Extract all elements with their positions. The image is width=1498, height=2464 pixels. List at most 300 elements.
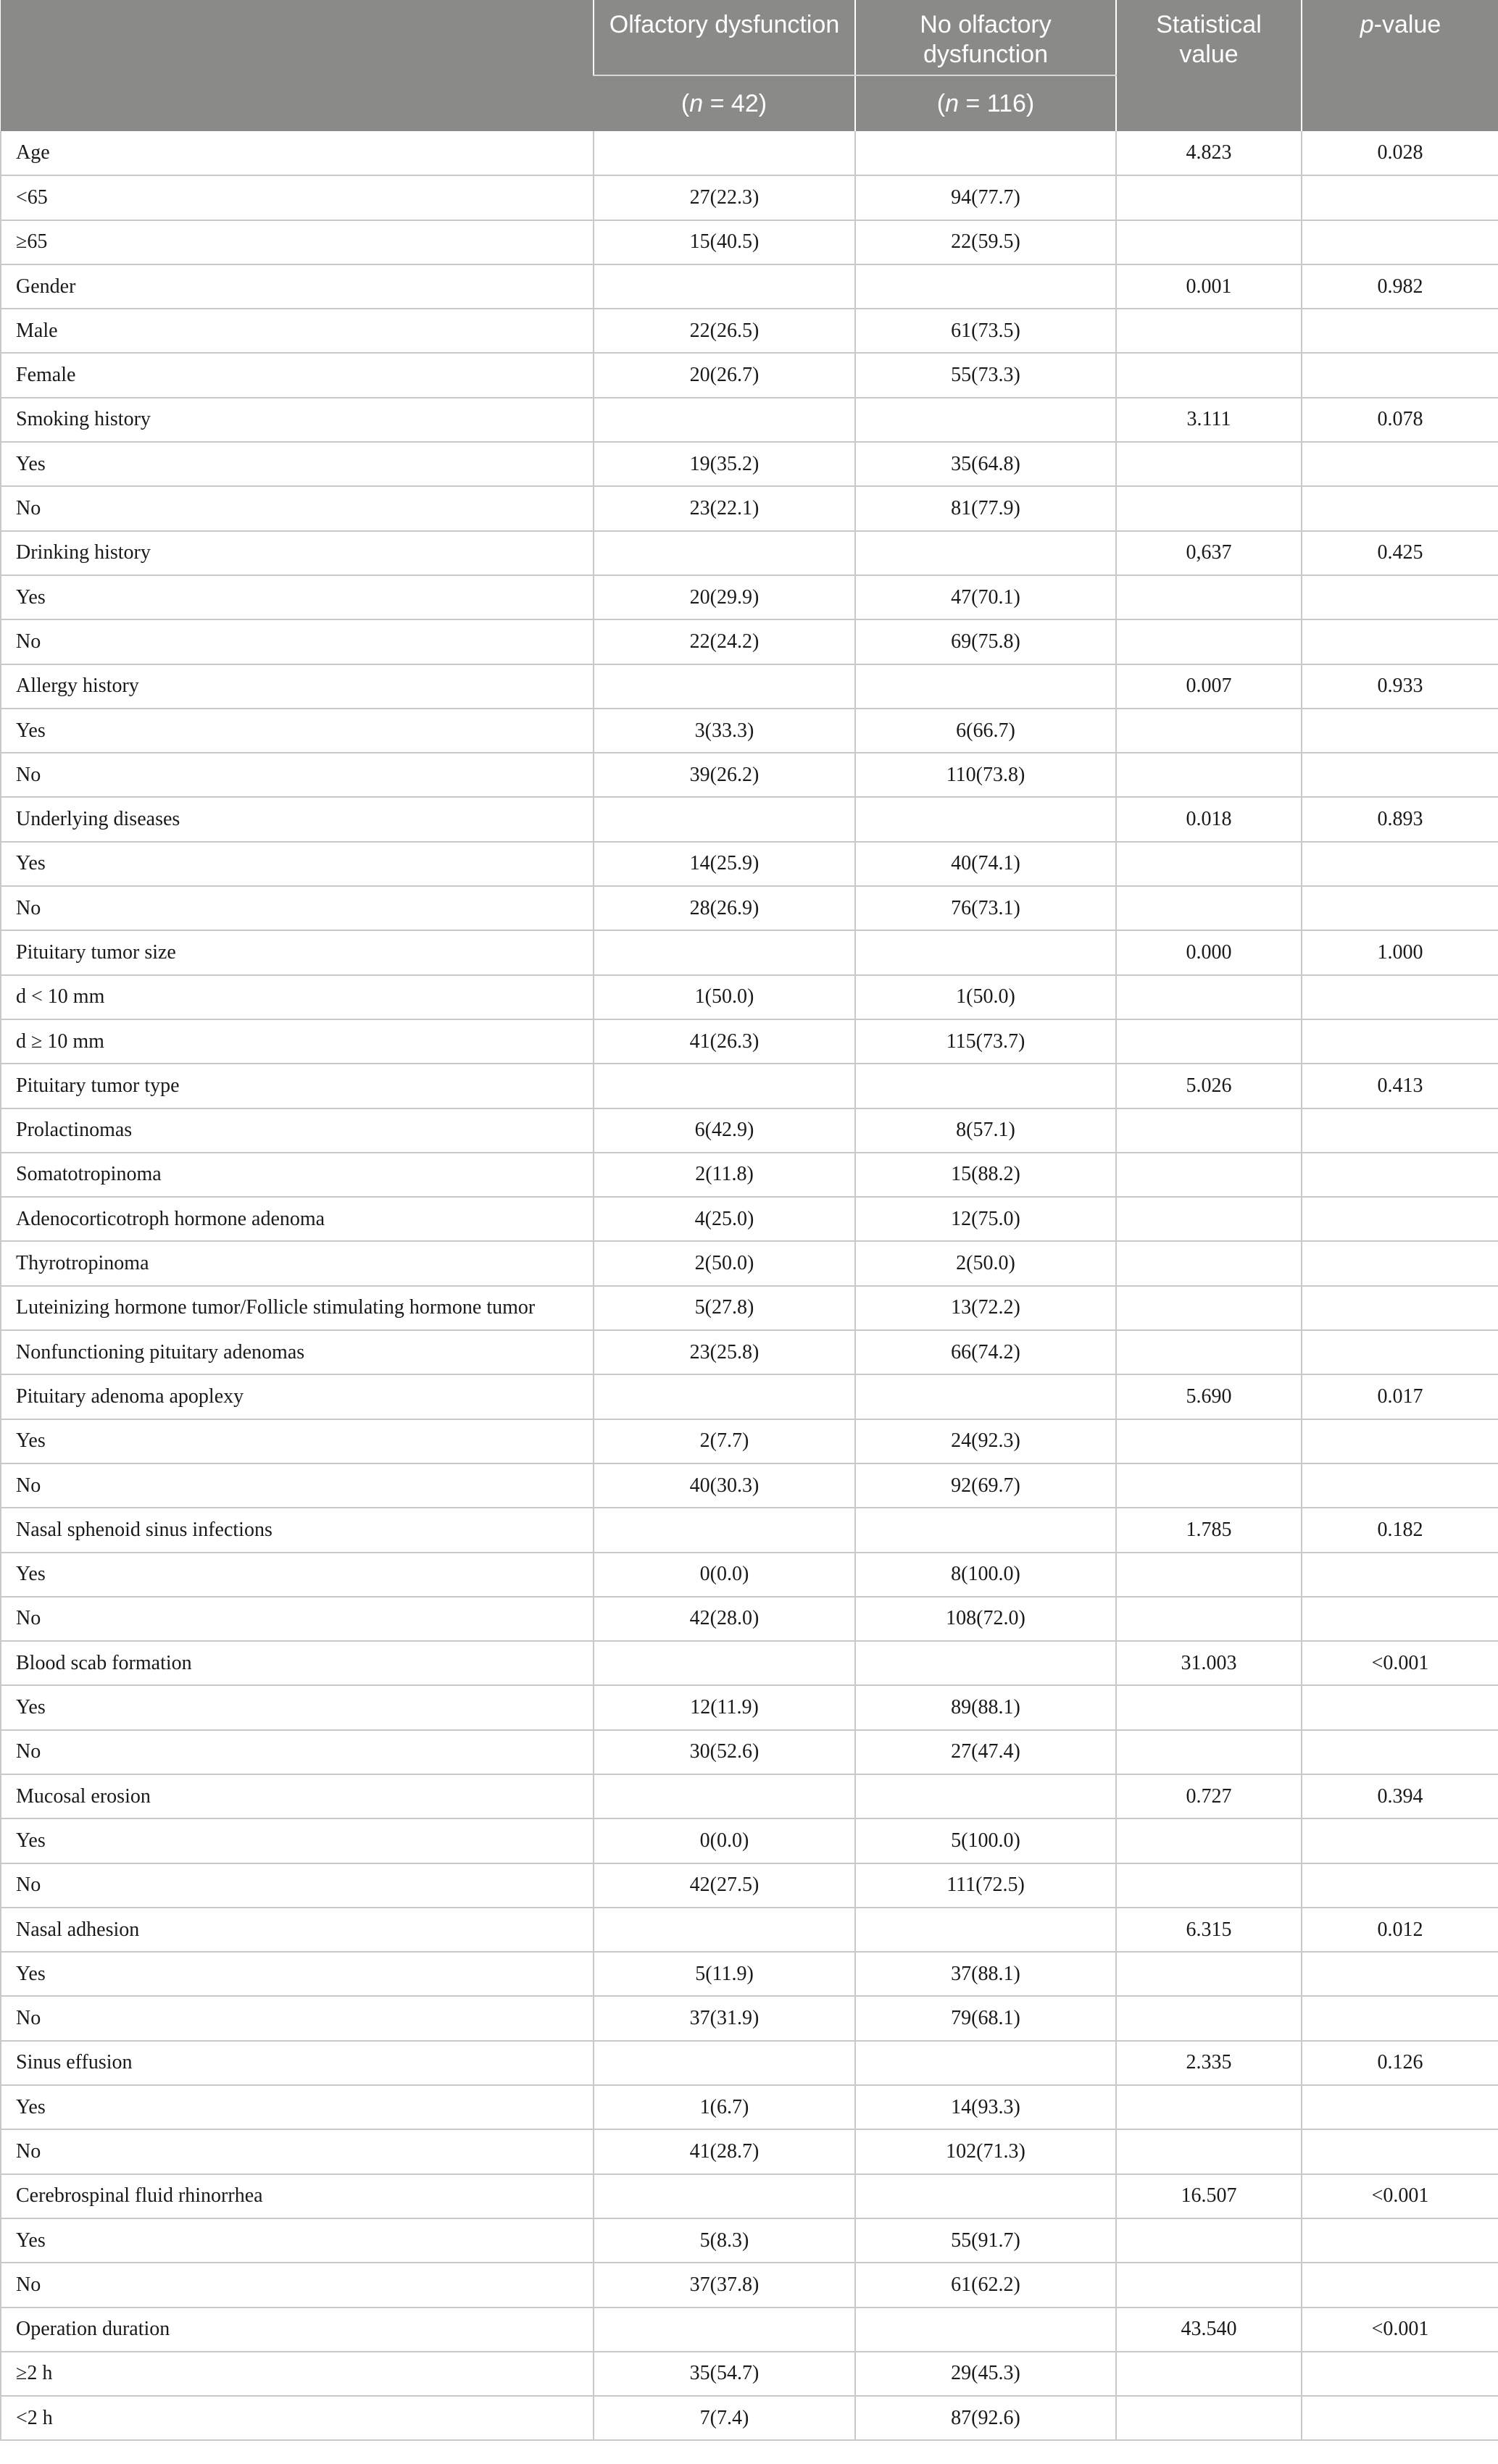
table-row bbox=[1, 1197, 1498, 1241]
olfactory-dysfunction-cell bbox=[594, 1374, 855, 1419]
p-value-cell bbox=[1302, 2352, 1498, 2396]
table-row bbox=[1, 1730, 1498, 1774]
table-row bbox=[1, 2263, 1498, 2307]
no-olfactory-dysfunction-cell: 22(59.5) bbox=[855, 220, 1116, 264]
statistical-value-cell bbox=[1116, 2396, 1302, 2440]
p-value-cell bbox=[1302, 1996, 1498, 2040]
statistical-value-cell bbox=[1116, 220, 1302, 264]
p-value-cell: 0.413 bbox=[1302, 1064, 1498, 1108]
statistical-value-cell bbox=[1116, 309, 1302, 353]
p-value-cell bbox=[1302, 1730, 1498, 1774]
no-olfactory-dysfunction-cell: 92(69.7) bbox=[855, 1463, 1116, 1508]
olfactory-dysfunction-cell: 23(22.1) bbox=[594, 486, 855, 530]
olfactory-dysfunction-cell: 37(37.8) bbox=[594, 2263, 855, 2307]
statistical-value-cell bbox=[1116, 1019, 1302, 1064]
no-olfactory-dysfunction-cell: 12(75.0) bbox=[855, 1197, 1116, 1241]
table-row bbox=[1, 220, 1498, 264]
row-label: No bbox=[1, 1730, 594, 1774]
p-value-cell bbox=[1302, 442, 1498, 486]
olfactory-dysfunction-cell: 20(29.9) bbox=[594, 575, 855, 619]
no-olfactory-dysfunction-cell: 110(73.8) bbox=[855, 753, 1116, 797]
row-label: Thyrotropinoma bbox=[1, 1241, 594, 1285]
table-row bbox=[1, 2041, 1498, 2085]
statistical-value-cell bbox=[1116, 1863, 1302, 1908]
row-label: <2 h bbox=[1, 2396, 594, 2440]
statistical-value-cell bbox=[1116, 2129, 1302, 2173]
table-row bbox=[1, 709, 1498, 753]
p-value-cell: 0.893 bbox=[1302, 797, 1498, 841]
header-statistical-value: Statistical value bbox=[1116, 0, 1302, 131]
table-row bbox=[1, 975, 1498, 1019]
statistical-value-cell bbox=[1116, 2263, 1302, 2307]
p-value-cell: 0.017 bbox=[1302, 1374, 1498, 1419]
p-value-cell bbox=[1302, 842, 1498, 886]
statistical-value-cell bbox=[1116, 2352, 1302, 2396]
p-value-cell bbox=[1302, 486, 1498, 530]
statistical-value-cell bbox=[1116, 575, 1302, 619]
table-header bbox=[1, 0, 1498, 131]
n-letter: n bbox=[689, 89, 704, 117]
table-row bbox=[1, 2308, 1498, 2352]
p-value-cell bbox=[1302, 1286, 1498, 1330]
olfactory-dysfunction-cell: 42(28.0) bbox=[594, 1597, 855, 1641]
no-olfactory-dysfunction-cell bbox=[855, 131, 1116, 175]
statistical-value-cell: 0.000 bbox=[1116, 930, 1302, 974]
n-value: = 116) bbox=[958, 89, 1035, 117]
statistical-value-cell bbox=[1116, 1241, 1302, 1285]
row-label: Male bbox=[1, 309, 594, 353]
table-row bbox=[1, 2218, 1498, 2263]
row-label: No bbox=[1, 886, 594, 930]
row-label: Yes bbox=[1, 1818, 594, 1863]
p-value-cell: 0.012 bbox=[1302, 1908, 1498, 1952]
no-olfactory-dysfunction-cell: 29(45.3) bbox=[855, 2352, 1116, 2396]
p-value-cell: 0.028 bbox=[1302, 131, 1498, 175]
olfactory-dysfunction-cell bbox=[594, 2308, 855, 2352]
table-row bbox=[1, 1641, 1498, 1685]
statistical-value-cell: 4.823 bbox=[1116, 131, 1302, 175]
olfactory-dysfunction-cell: 5(11.9) bbox=[594, 1952, 855, 1996]
olfactory-dysfunction-cell bbox=[594, 531, 855, 575]
row-label: Yes bbox=[1, 709, 594, 753]
row-label: Sinus effusion bbox=[1, 2041, 594, 2085]
p-value-cell bbox=[1302, 1419, 1498, 1463]
olfactory-dysfunction-cell bbox=[594, 2174, 855, 2218]
row-label: ≥2 h bbox=[1, 2352, 594, 2396]
p-value-cell bbox=[1302, 575, 1498, 619]
no-olfactory-dysfunction-cell: 2(50.0) bbox=[855, 1241, 1116, 1285]
no-olfactory-dysfunction-cell bbox=[855, 1064, 1116, 1108]
no-olfactory-dysfunction-cell: 15(88.2) bbox=[855, 1153, 1116, 1197]
olfactory-dysfunction-cell: 40(30.3) bbox=[594, 1463, 855, 1508]
olfactory-dysfunction-cell: 2(7.7) bbox=[594, 1419, 855, 1463]
row-label: Mucosal erosion bbox=[1, 1774, 594, 1818]
row-label: Prolactinomas bbox=[1, 1108, 594, 1153]
no-olfactory-dysfunction-cell bbox=[855, 264, 1116, 309]
no-olfactory-dysfunction-cell: 61(73.5) bbox=[855, 309, 1116, 353]
table-row bbox=[1, 1952, 1498, 1996]
table-row bbox=[1, 442, 1498, 486]
row-label: <65 bbox=[1, 175, 594, 220]
olfactory-dysfunction-cell: 37(31.9) bbox=[594, 1996, 855, 2040]
olfactory-dysfunction-cell: 41(26.3) bbox=[594, 1019, 855, 1064]
p-value-cell bbox=[1302, 2218, 1498, 2263]
row-label: d < 10 mm bbox=[1, 975, 594, 1019]
no-olfactory-dysfunction-cell: 115(73.7) bbox=[855, 1019, 1116, 1064]
olfactory-dysfunction-cell: 5(27.8) bbox=[594, 1286, 855, 1330]
olfactory-dysfunction-cell: 5(8.3) bbox=[594, 2218, 855, 2263]
no-olfactory-dysfunction-cell bbox=[855, 1641, 1116, 1685]
header-p-suffix: -value bbox=[1373, 11, 1441, 38]
statistical-value-cell bbox=[1116, 1108, 1302, 1153]
p-value-cell bbox=[1302, 1463, 1498, 1508]
row-label: No bbox=[1, 1597, 594, 1641]
no-olfactory-dysfunction-cell bbox=[855, 930, 1116, 974]
olfactory-dysfunction-cell: 19(35.2) bbox=[594, 442, 855, 486]
p-value-cell bbox=[1302, 1597, 1498, 1641]
olfactory-dysfunction-cell bbox=[594, 1641, 855, 1685]
row-label: Yes bbox=[1, 1952, 594, 1996]
olfactory-dysfunction-cell: 7(7.4) bbox=[594, 2396, 855, 2440]
olfactory-dysfunction-cell: 22(26.5) bbox=[594, 309, 855, 353]
row-label: No bbox=[1, 2263, 594, 2307]
p-value-cell bbox=[1302, 1108, 1498, 1153]
row-label: No bbox=[1, 486, 594, 530]
statistical-value-cell bbox=[1116, 2085, 1302, 2129]
table-row bbox=[1, 1241, 1498, 1285]
table-row bbox=[1, 175, 1498, 220]
table-body bbox=[1, 131, 1498, 2440]
table-row bbox=[1, 1153, 1498, 1197]
olfactory-dysfunction-cell bbox=[594, 930, 855, 974]
row-label: Female bbox=[1, 353, 594, 397]
table-row bbox=[1, 2085, 1498, 2129]
row-label: Adenocorticotroph hormone adenoma bbox=[1, 1197, 594, 1241]
row-label: No bbox=[1, 1863, 594, 1908]
statistical-value-cell bbox=[1116, 2218, 1302, 2263]
olfactory-dysfunction-cell bbox=[594, 398, 855, 442]
p-value-cell: <0.001 bbox=[1302, 2308, 1498, 2352]
olfactory-dysfunction-cell: 14(25.9) bbox=[594, 842, 855, 886]
p-value-cell bbox=[1302, 753, 1498, 797]
table-row bbox=[1, 753, 1498, 797]
statistical-value-cell bbox=[1116, 1153, 1302, 1197]
table-row bbox=[1, 486, 1498, 530]
row-label: Nasal sphenoid sinus infections bbox=[1, 1508, 594, 1552]
no-olfactory-dysfunction-cell: 40(74.1) bbox=[855, 842, 1116, 886]
statistical-value-cell bbox=[1116, 1330, 1302, 1374]
statistical-value-cell: 0.018 bbox=[1116, 797, 1302, 841]
statistical-value-cell bbox=[1116, 709, 1302, 753]
olfactory-dysfunction-cell: 41(28.7) bbox=[594, 2129, 855, 2173]
statistical-value-cell bbox=[1116, 975, 1302, 1019]
row-label: Luteinizing hormone tumor/Follicle stimulating hormone tumor bbox=[1, 1286, 594, 1330]
no-olfactory-dysfunction-cell: 24(92.3) bbox=[855, 1419, 1116, 1463]
table-row bbox=[1, 1597, 1498, 1641]
row-label: Drinking history bbox=[1, 531, 594, 575]
olfactory-dysfunction-cell bbox=[594, 1064, 855, 1108]
no-olfactory-dysfunction-cell: 8(100.0) bbox=[855, 1553, 1116, 1597]
olfactory-dysfunction-cell: 20(26.7) bbox=[594, 353, 855, 397]
statistical-value-cell: 0,637 bbox=[1116, 531, 1302, 575]
olfactory-dysfunction-cell: 4(25.0) bbox=[594, 1197, 855, 1241]
olfactory-dysfunction-cell bbox=[594, 664, 855, 709]
statistical-value-cell: 0.007 bbox=[1116, 664, 1302, 709]
statistical-value-cell bbox=[1116, 1952, 1302, 1996]
olfactory-dysfunction-cell: 22(24.2) bbox=[594, 619, 855, 664]
p-value-cell bbox=[1302, 709, 1498, 753]
statistical-value-cell: 0.727 bbox=[1116, 1774, 1302, 1818]
header-p-letter: p bbox=[1360, 11, 1374, 38]
table-row bbox=[1, 2174, 1498, 2218]
p-value-cell bbox=[1302, 1019, 1498, 1064]
statistical-value-cell bbox=[1116, 442, 1302, 486]
statistical-value-cell: 5.690 bbox=[1116, 1374, 1302, 1419]
olfactory-dysfunction-cell: 0(0.0) bbox=[594, 1818, 855, 1863]
no-olfactory-dysfunction-cell bbox=[855, 797, 1116, 841]
p-value-cell bbox=[1302, 1553, 1498, 1597]
table-row bbox=[1, 309, 1498, 353]
table-row bbox=[1, 930, 1498, 974]
table-row bbox=[1, 2396, 1498, 2440]
p-value-cell bbox=[1302, 309, 1498, 353]
row-label: Nonfunctioning pituitary adenomas bbox=[1, 1330, 594, 1374]
statistical-value-cell bbox=[1116, 842, 1302, 886]
header-p-value bbox=[1302, 0, 1498, 131]
header-no-olfactory-dysfunction: No olfactory dysfunction bbox=[855, 0, 1116, 75]
p-value-cell: <0.001 bbox=[1302, 1641, 1498, 1685]
table-row bbox=[1, 1818, 1498, 1863]
row-label: Cerebrospinal fluid rhinorrhea bbox=[1, 2174, 594, 2218]
statistical-value-cell bbox=[1116, 619, 1302, 664]
olfactory-dysfunction-cell: 0(0.0) bbox=[594, 1553, 855, 1597]
statistical-value-cell bbox=[1116, 1553, 1302, 1597]
no-olfactory-dysfunction-cell: 55(91.7) bbox=[855, 2218, 1116, 2263]
paren: ( bbox=[681, 89, 690, 117]
no-olfactory-dysfunction-cell: 102(71.3) bbox=[855, 2129, 1116, 2173]
no-olfactory-dysfunction-cell: 108(72.0) bbox=[855, 1597, 1116, 1641]
p-value-cell bbox=[1302, 1685, 1498, 1729]
no-olfactory-dysfunction-cell: 55(73.3) bbox=[855, 353, 1116, 397]
no-olfactory-dysfunction-cell bbox=[855, 398, 1116, 442]
no-olfactory-dysfunction-cell: 5(100.0) bbox=[855, 1818, 1116, 1863]
olfactory-dysfunction-cell bbox=[594, 131, 855, 175]
row-label: Smoking history bbox=[1, 398, 594, 442]
statistical-value-cell: 1.785 bbox=[1116, 1508, 1302, 1552]
row-label: Yes bbox=[1, 1685, 594, 1729]
table-row bbox=[1, 1908, 1498, 1952]
table-row bbox=[1, 575, 1498, 619]
table-row bbox=[1, 1863, 1498, 1908]
p-value-cell: <0.001 bbox=[1302, 2174, 1498, 2218]
p-value-cell bbox=[1302, 1197, 1498, 1241]
no-olfactory-dysfunction-cell bbox=[855, 1508, 1116, 1552]
statistical-value-cell bbox=[1116, 753, 1302, 797]
table-row bbox=[1, 353, 1498, 397]
olfactory-dysfunction-cell: 27(22.3) bbox=[594, 175, 855, 220]
p-value-cell bbox=[1302, 1818, 1498, 1863]
row-label: Pituitary tumor type bbox=[1, 1064, 594, 1108]
olfactory-dysfunction-cell: 6(42.9) bbox=[594, 1108, 855, 1153]
olfactory-dysfunction-cell: 42(27.5) bbox=[594, 1863, 855, 1908]
row-label: Yes bbox=[1, 2218, 594, 2263]
row-label: ≥65 bbox=[1, 220, 594, 264]
statistical-value-cell bbox=[1116, 886, 1302, 930]
row-label: d ≥ 10 mm bbox=[1, 1019, 594, 1064]
olfactory-dysfunction-cell: 35(54.7) bbox=[594, 2352, 855, 2396]
p-value-cell bbox=[1302, 2085, 1498, 2129]
p-value-cell bbox=[1302, 886, 1498, 930]
olfactory-dysfunction-cell bbox=[594, 264, 855, 309]
p-value-cell: 0.394 bbox=[1302, 1774, 1498, 1818]
row-label: Operation duration bbox=[1, 2308, 594, 2352]
olfactory-dysfunction-cell: 1(50.0) bbox=[594, 975, 855, 1019]
no-olfactory-dysfunction-cell: 66(74.2) bbox=[855, 1330, 1116, 1374]
p-value-cell: 1.000 bbox=[1302, 930, 1498, 974]
table-row bbox=[1, 1463, 1498, 1508]
row-label: Age bbox=[1, 131, 594, 175]
olfactory-dysfunction-cell: 23(25.8) bbox=[594, 1330, 855, 1374]
no-olfactory-dysfunction-cell: 61(62.2) bbox=[855, 2263, 1116, 2307]
row-label: No bbox=[1, 619, 594, 664]
olfactory-dysfunction-cell bbox=[594, 2041, 855, 2085]
olfactory-dysfunction-cell bbox=[594, 1508, 855, 1552]
row-label: Yes bbox=[1, 1553, 594, 1597]
statistical-value-cell: 16.507 bbox=[1116, 2174, 1302, 2218]
p-value-cell: 0.982 bbox=[1302, 264, 1498, 309]
table-row bbox=[1, 1108, 1498, 1153]
no-olfactory-dysfunction-cell: 81(77.9) bbox=[855, 486, 1116, 530]
table-row bbox=[1, 1508, 1498, 1552]
no-olfactory-dysfunction-cell: 13(72.2) bbox=[855, 1286, 1116, 1330]
p-value-cell bbox=[1302, 2263, 1498, 2307]
no-olfactory-dysfunction-cell: 79(68.1) bbox=[855, 1996, 1116, 2040]
no-olfactory-dysfunction-cell bbox=[855, 1774, 1116, 1818]
no-olfactory-dysfunction-cell: 35(64.8) bbox=[855, 442, 1116, 486]
row-label: Underlying diseases bbox=[1, 797, 594, 841]
statistical-value-cell: 0.001 bbox=[1116, 264, 1302, 309]
table-row bbox=[1, 797, 1498, 841]
table-row bbox=[1, 2352, 1498, 2396]
no-olfactory-dysfunction-cell: 47(70.1) bbox=[855, 575, 1116, 619]
statistical-value-cell: 3.111 bbox=[1116, 398, 1302, 442]
no-olfactory-dysfunction-cell bbox=[855, 1908, 1116, 1952]
statistical-value-cell bbox=[1116, 1197, 1302, 1241]
statistical-value-cell bbox=[1116, 1597, 1302, 1641]
statistical-value-cell bbox=[1116, 175, 1302, 220]
statistical-value-cell: 2.335 bbox=[1116, 2041, 1302, 2085]
row-label: Yes bbox=[1, 842, 594, 886]
no-olfactory-dysfunction-cell bbox=[855, 2174, 1116, 2218]
p-value-cell: 0.933 bbox=[1302, 664, 1498, 709]
table-row bbox=[1, 886, 1498, 930]
no-olfactory-dysfunction-cell: 87(92.6) bbox=[855, 2396, 1116, 2440]
no-olfactory-dysfunction-cell: 1(50.0) bbox=[855, 975, 1116, 1019]
olfactory-dysfunction-cell: 2(50.0) bbox=[594, 1241, 855, 1285]
table-row bbox=[1, 1774, 1498, 1818]
row-label: Somatotropinoma bbox=[1, 1153, 594, 1197]
statistical-value-cell bbox=[1116, 1419, 1302, 1463]
statistical-value-cell bbox=[1116, 1685, 1302, 1729]
row-label: Nasal adhesion bbox=[1, 1908, 594, 1952]
no-olfactory-dysfunction-cell: 76(73.1) bbox=[855, 886, 1116, 930]
no-olfactory-dysfunction-cell: 6(66.7) bbox=[855, 709, 1116, 753]
olfactory-dysfunction-cell: 15(40.5) bbox=[594, 220, 855, 264]
table-row bbox=[1, 1553, 1498, 1597]
table-row bbox=[1, 1996, 1498, 2040]
statistical-value-cell bbox=[1116, 1286, 1302, 1330]
olfactory-dysfunction-cell: 12(11.9) bbox=[594, 1685, 855, 1729]
p-value-cell bbox=[1302, 175, 1498, 220]
no-olfactory-dysfunction-cell: 27(47.4) bbox=[855, 1730, 1116, 1774]
statistical-value-cell: 6.315 bbox=[1116, 1908, 1302, 1952]
p-value-cell bbox=[1302, 1241, 1498, 1285]
p-value-cell: 0.425 bbox=[1302, 531, 1498, 575]
no-olfactory-dysfunction-cell: 14(93.3) bbox=[855, 2085, 1116, 2129]
no-olfactory-dysfunction-cell bbox=[855, 2308, 1116, 2352]
p-value-cell bbox=[1302, 1952, 1498, 1996]
no-olfactory-dysfunction-cell: 8(57.1) bbox=[855, 1108, 1116, 1153]
statistical-value-cell bbox=[1116, 486, 1302, 530]
table-row bbox=[1, 842, 1498, 886]
statistical-value-cell bbox=[1116, 1996, 1302, 2040]
table-row bbox=[1, 1685, 1498, 1729]
p-value-cell bbox=[1302, 1330, 1498, 1374]
n-value: = 42) bbox=[703, 89, 767, 117]
header-n-no-olfactory bbox=[855, 75, 1116, 131]
p-value-cell: 0.078 bbox=[1302, 398, 1498, 442]
table-row bbox=[1, 264, 1498, 309]
paren: ( bbox=[936, 89, 946, 117]
no-olfactory-dysfunction-cell bbox=[855, 1374, 1116, 1419]
olfactory-dysfunction-cell bbox=[594, 1774, 855, 1818]
row-label: Gender bbox=[1, 264, 594, 309]
statistical-value-cell: 5.026 bbox=[1116, 1064, 1302, 1108]
row-label: Yes bbox=[1, 2085, 594, 2129]
row-label: No bbox=[1, 1463, 594, 1508]
p-value-cell bbox=[1302, 353, 1498, 397]
p-value-cell bbox=[1302, 220, 1498, 264]
table-row bbox=[1, 2129, 1498, 2173]
row-label: Allergy history bbox=[1, 664, 594, 709]
no-olfactory-dysfunction-cell: 69(75.8) bbox=[855, 619, 1116, 664]
p-value-cell bbox=[1302, 619, 1498, 664]
table-row bbox=[1, 664, 1498, 709]
row-label: Pituitary adenoma apoplexy bbox=[1, 1374, 594, 1419]
no-olfactory-dysfunction-cell bbox=[855, 664, 1116, 709]
table-row bbox=[1, 1064, 1498, 1108]
p-value-cell bbox=[1302, 1153, 1498, 1197]
header-variable bbox=[1, 0, 594, 131]
table-row bbox=[1, 619, 1498, 664]
p-value-cell bbox=[1302, 975, 1498, 1019]
table-row bbox=[1, 531, 1498, 575]
no-olfactory-dysfunction-cell bbox=[855, 531, 1116, 575]
olfactory-dysfunction-cell: 39(26.2) bbox=[594, 753, 855, 797]
statistical-value-cell bbox=[1116, 1730, 1302, 1774]
statistical-value-cell bbox=[1116, 1463, 1302, 1508]
statistical-value-cell: 43.540 bbox=[1116, 2308, 1302, 2352]
no-olfactory-dysfunction-cell: 111(72.5) bbox=[855, 1863, 1116, 1908]
p-value-cell: 0.182 bbox=[1302, 1508, 1498, 1552]
table-row bbox=[1, 1419, 1498, 1463]
row-label: Yes bbox=[1, 442, 594, 486]
table-row bbox=[1, 398, 1498, 442]
table-row bbox=[1, 1286, 1498, 1330]
olfactory-dysfunction-cell: 28(26.9) bbox=[594, 886, 855, 930]
olfactory-dysfunction-cell: 1(6.7) bbox=[594, 2085, 855, 2129]
statistical-value-cell: 31.003 bbox=[1116, 1641, 1302, 1685]
